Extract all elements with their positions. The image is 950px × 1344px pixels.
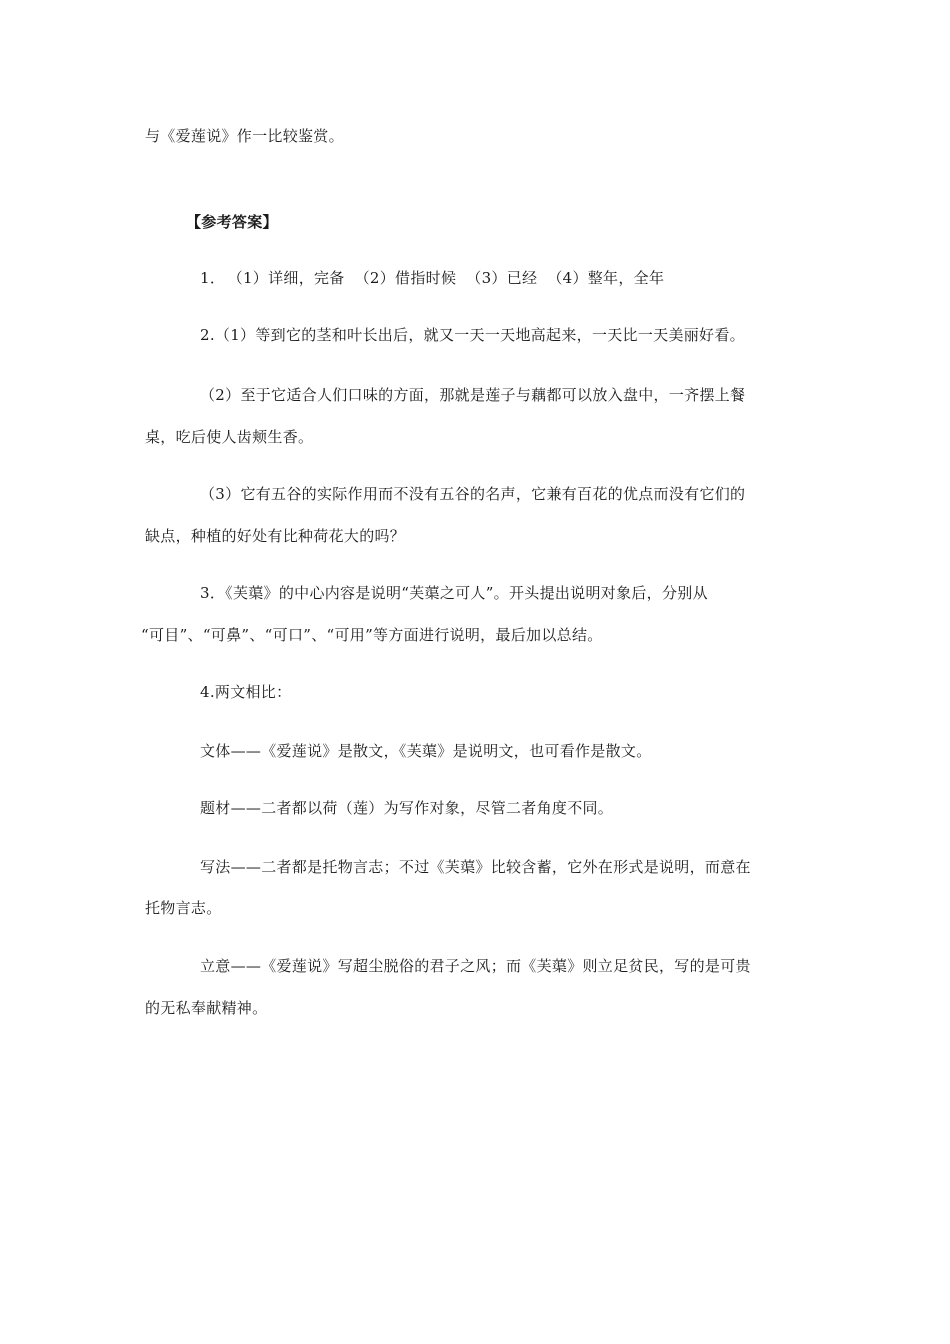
answer-1 [200,268,664,288]
answer-3-line-1: 3．《芙蕖》的中心内容是说明“芙蕖之可人”。开头提出说明对象后，分别从 [200,584,708,602]
answer-4-title: 4.两文相比： [200,683,292,701]
answer-1-item-4: （4）整年，全年 [547,269,665,287]
answer-1-item-2: （2）借指时候 [354,269,457,287]
answer-1-number: 1． [200,269,226,287]
answer-1-item-3: （3）已经 [466,269,538,287]
answer-2-part-2-line-1: （2）至于它适合人们口味的方面，那就是莲子与藕都可以放入盘中，一齐摆上餐 [200,386,746,404]
answer-4-theme-line-2: 的无私奉献精神。 [145,999,268,1017]
answer-4-style: 文体——《爱莲说》是散文，《芙蕖》是说明文，也可看作是散文。 [200,742,652,760]
answer-1-item-1: （1）详细，完备 [235,269,345,287]
answer-4-theme-line-1: 立意——《爱莲说》写超尘脱俗的君子之风；而《芙蕖》则立足贫民，写的是可贵 [200,957,751,975]
answer-heading: 【参考答案】 [186,213,278,231]
answer-3-line-2: “可目”、“可鼻”、“可口”、“可用”等方面进行说明，最后加以总结。 [141,626,603,644]
answer-2-part-3-line-1: （3）它有五谷的实际作用而不没有五谷的名声，它兼有百花的优点而没有它们的 [200,485,746,503]
answer-4-method-line-1: 写法——二者都是托物言志；不过《芙蕖》比较含蓄，它外在形式是说明，而意在 [200,858,751,876]
answer-2-part-2-line-2: 桌，吃后使人齿颊生香。 [145,428,314,446]
answer-2-part-1: 2.（1）等到它的茎和叶长出后，就又一天一天地高起来，一天比一天美丽好看。 [200,326,745,344]
answer-4-subject: 题材——二者都以荷（莲）为写作对象，尽管二者角度不同。 [200,799,614,817]
intro-tail-text: 与《爱莲说》作一比较鉴赏。 [145,127,344,145]
answer-4-method-line-2: 托物言志。 [145,899,222,917]
answer-2-part-3-line-2: 缺点，种植的好处有比种荷花大的吗？ [145,527,406,545]
